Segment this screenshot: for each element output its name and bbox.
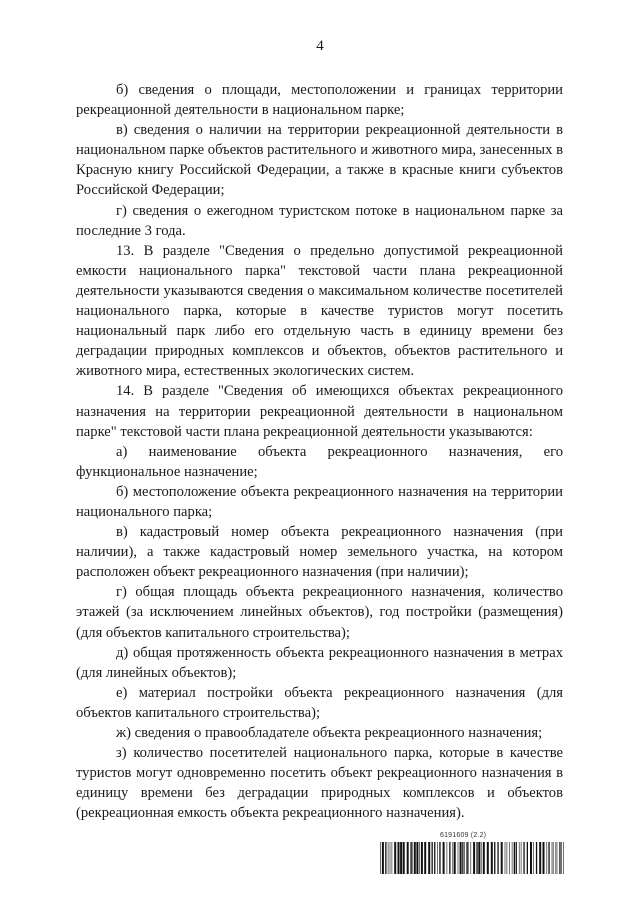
- paragraph-b-area: б) сведения о площади, местоположении и границах территории рекреационной деятельности в национальном парке;: [76, 82, 563, 119]
- paragraph-g-tourist-flow: г) сведения о ежегодном туристском потоке в национальном парке за последние 3 года.: [76, 202, 563, 239]
- paragraph-14-objects: 14. В разделе "Сведения об имеющихся объектах рекреационного назначения на территории рекреационной деятельности в национальном парке" текстовой части плана рекреационной деятельности указываются:: [76, 383, 563, 440]
- document-body: [76, 80, 563, 823]
- item-e-material: е) материал постройки объекта рекреационного назначения (для объектов капитального строительства);: [76, 684, 563, 721]
- paragraph-v-red-book: в) сведения о наличии на территории рекреационной деятельности в национальном парке объектов растительного и животного мира, занесенных в Красную книгу Российской Федерации, а также в красные книги субъектов Российской Федерации;: [76, 122, 563, 199]
- item-b-location: б) местоположение объекта рекреационного назначения на территории национального парка;: [76, 483, 563, 520]
- item-a-name: а) наименование объекта рекреационного назначения, его функциональное назначение;: [76, 443, 563, 480]
- paragraph-13-capacity: 13. В разделе "Сведения о предельно допустимой рекреационной емкости национального парка" текстовой части плана рекреационной деятельности указываются сведения о максимальном количестве посетителей национального парка, которые в качестве туристов могут посетить национальный парк либо его отдельную часть в единицу времени без деградации природных комплексов и объектов, объектов растительного и животного мира, естественных экологических систем.: [76, 242, 563, 380]
- page-number: 4: [316, 38, 324, 54]
- item-g-area-floors: г) общая площадь объекта рекреационного назначения, количество этажей (за исключением линейных объектов), год постройки (размещения) (для объектов капитального строительства);: [76, 584, 563, 641]
- barcode-code: 6191609 (2.2): [440, 832, 487, 839]
- barcode-block: [380, 832, 564, 876]
- item-v-cadastral: в) кадастровый номер объекта рекреационного назначения (при наличии), а также кадастровый номер земельного участка, на котором расположен объект рекреационного назначения (при наличии);: [76, 524, 563, 581]
- item-z-visitor-capacity: з) количество посетителей национального парка, которые в качестве туристов могут одновременно посетить объект рекреационного назначения в единицу времени без деградации природных комплексов и объектов (рекреационная емкость объекта рекреационного назначения).: [76, 745, 563, 822]
- item-d-length: д) общая протяженность объекта рекреационного назначения в метрах (для линейных объектов);: [76, 644, 563, 681]
- item-zh-owner: ж) сведения о правообладателе объекта рекреационного назначения;: [116, 725, 543, 741]
- barcode-image: [380, 842, 564, 874]
